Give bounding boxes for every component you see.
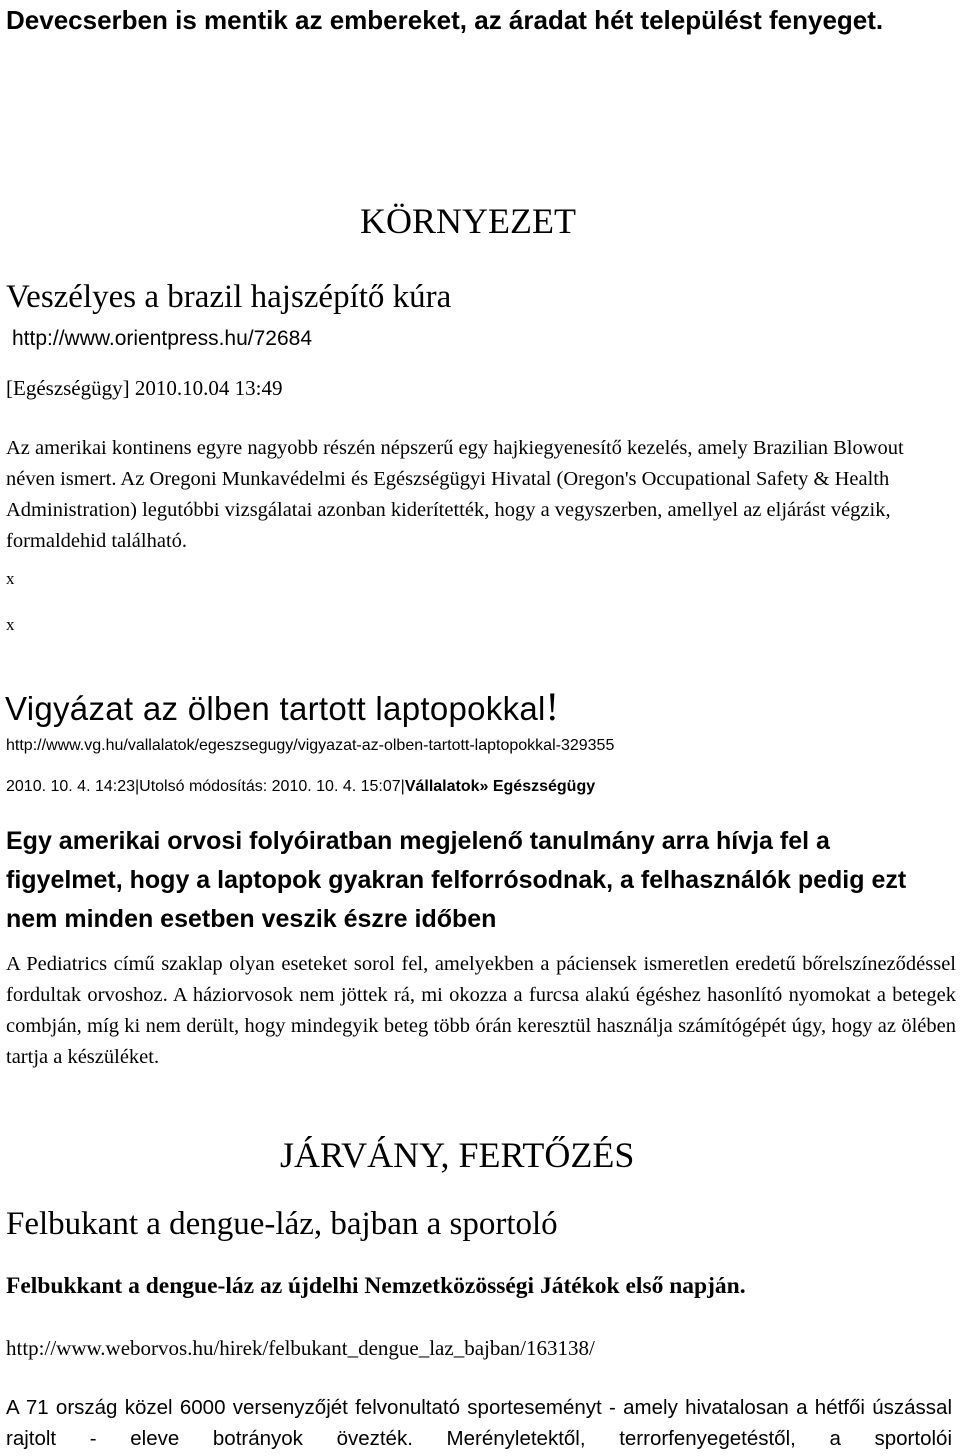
broken-image-placeholder: x <box>6 615 15 634</box>
article-1-meta: [Egészségügy] 2010.10.04 13:49 <box>6 376 283 400</box>
article-2-title-text: Vigyázat az ölben tartott laptopokkal <box>5 690 546 727</box>
article-1-body: Az amerikai kontinens egyre nagyobb részén népszerű egy hajkiegyenesítő kezelés, amely Brazilian Blowout néven ismert. Az Oregoni Munkavédelmi és Egészségügyi Hivatal (Oregon's Occupational Safety & Health Administration) legutóbbi vizsgálatai azonban kiderítették, hogy a vegyszerben, amellyel az eljárást végzik, formaldehid található. <box>6 437 904 552</box>
article-2-title <box>5 683 559 730</box>
section-heading-jarvany: JÁRVÁNY, FERTŐZÉS <box>280 1135 635 1175</box>
article-2-meta: 2010. 10. 4. 14:23|Utolsó módosítás: 2010. 10. 4. 15:07|Vállalatok» Egészségügy <box>6 778 596 795</box>
article-2-lead: Egy amerikai orvosi folyóiratban megjelenő tanulmány arra hívja fel a figyelmet, hogy a laptopok gyakran felforrósodnak, a felhasználók pedig ezt nem minden esetben veszik észre időben <box>6 827 907 933</box>
article-2-url[interactable]: http://www.vg.hu/vallalatok/egeszsegugy/vigyazat-az-olben-tartott-laptopokkal-329355 <box>6 737 615 754</box>
article-1-url[interactable]: http://www.orientpress.hu/72684 <box>12 327 313 350</box>
article-2-date: 2010. 10. 4. 14:23 <box>6 778 135 795</box>
article-2-category[interactable]: Vállalatok» Egészségügy <box>404 778 596 795</box>
article-3-lead: Felbukkant a dengue-láz az újdelhi Nemzetközösségi Játékok első napján. <box>6 1273 746 1299</box>
article-1-title: Veszélyes a brazil hajszépítő kúra <box>6 279 452 315</box>
broken-image-placeholder: x <box>6 569 15 588</box>
article-2-title-exclamation: ! <box>545 684 560 729</box>
article-3-url[interactable]: http://www.weborvos.hu/hirek/felbukant_dengue_laz_bajban/163138/ <box>6 1336 595 1360</box>
section-heading-kornyezet: KÖRNYEZET <box>360 201 576 241</box>
article-3-body: A 71 ország közel 6000 versenyzőjét felvonultató sporteseményt - amely hivatalosan a hétfői úszással rajtolt - eleve botrányok övezték. Merényletektől, terrorfenyegetéstől, a sportolói <box>6 1396 952 1450</box>
article-2-body: A Pediatrics című szaklap olyan eseteket sorol fel, amelyekben a páciensek ismeretlen eredetű bőrelszíneződéssel fordultak orvoshoz. A háziorvosok nem jöttek rá, mi okozza a furcsa alakú égéshez hasonlító nyomokat a betegek combján, míg ki nem derült, hogy mindegyik beteg több órán keresztül használja számítógépét úgy, hogy az ölében tartja a készüléket. <box>6 953 956 1068</box>
page-heading: Devecserben is mentik az embereket, az áradat hét települést fenyeget. <box>6 5 884 35</box>
article-2-modified: Utolsó módosítás: 2010. 10. 4. 15:07 <box>139 778 401 795</box>
article-3-title: Felbukant a dengue-láz, bajban a sportoló <box>6 1206 558 1242</box>
